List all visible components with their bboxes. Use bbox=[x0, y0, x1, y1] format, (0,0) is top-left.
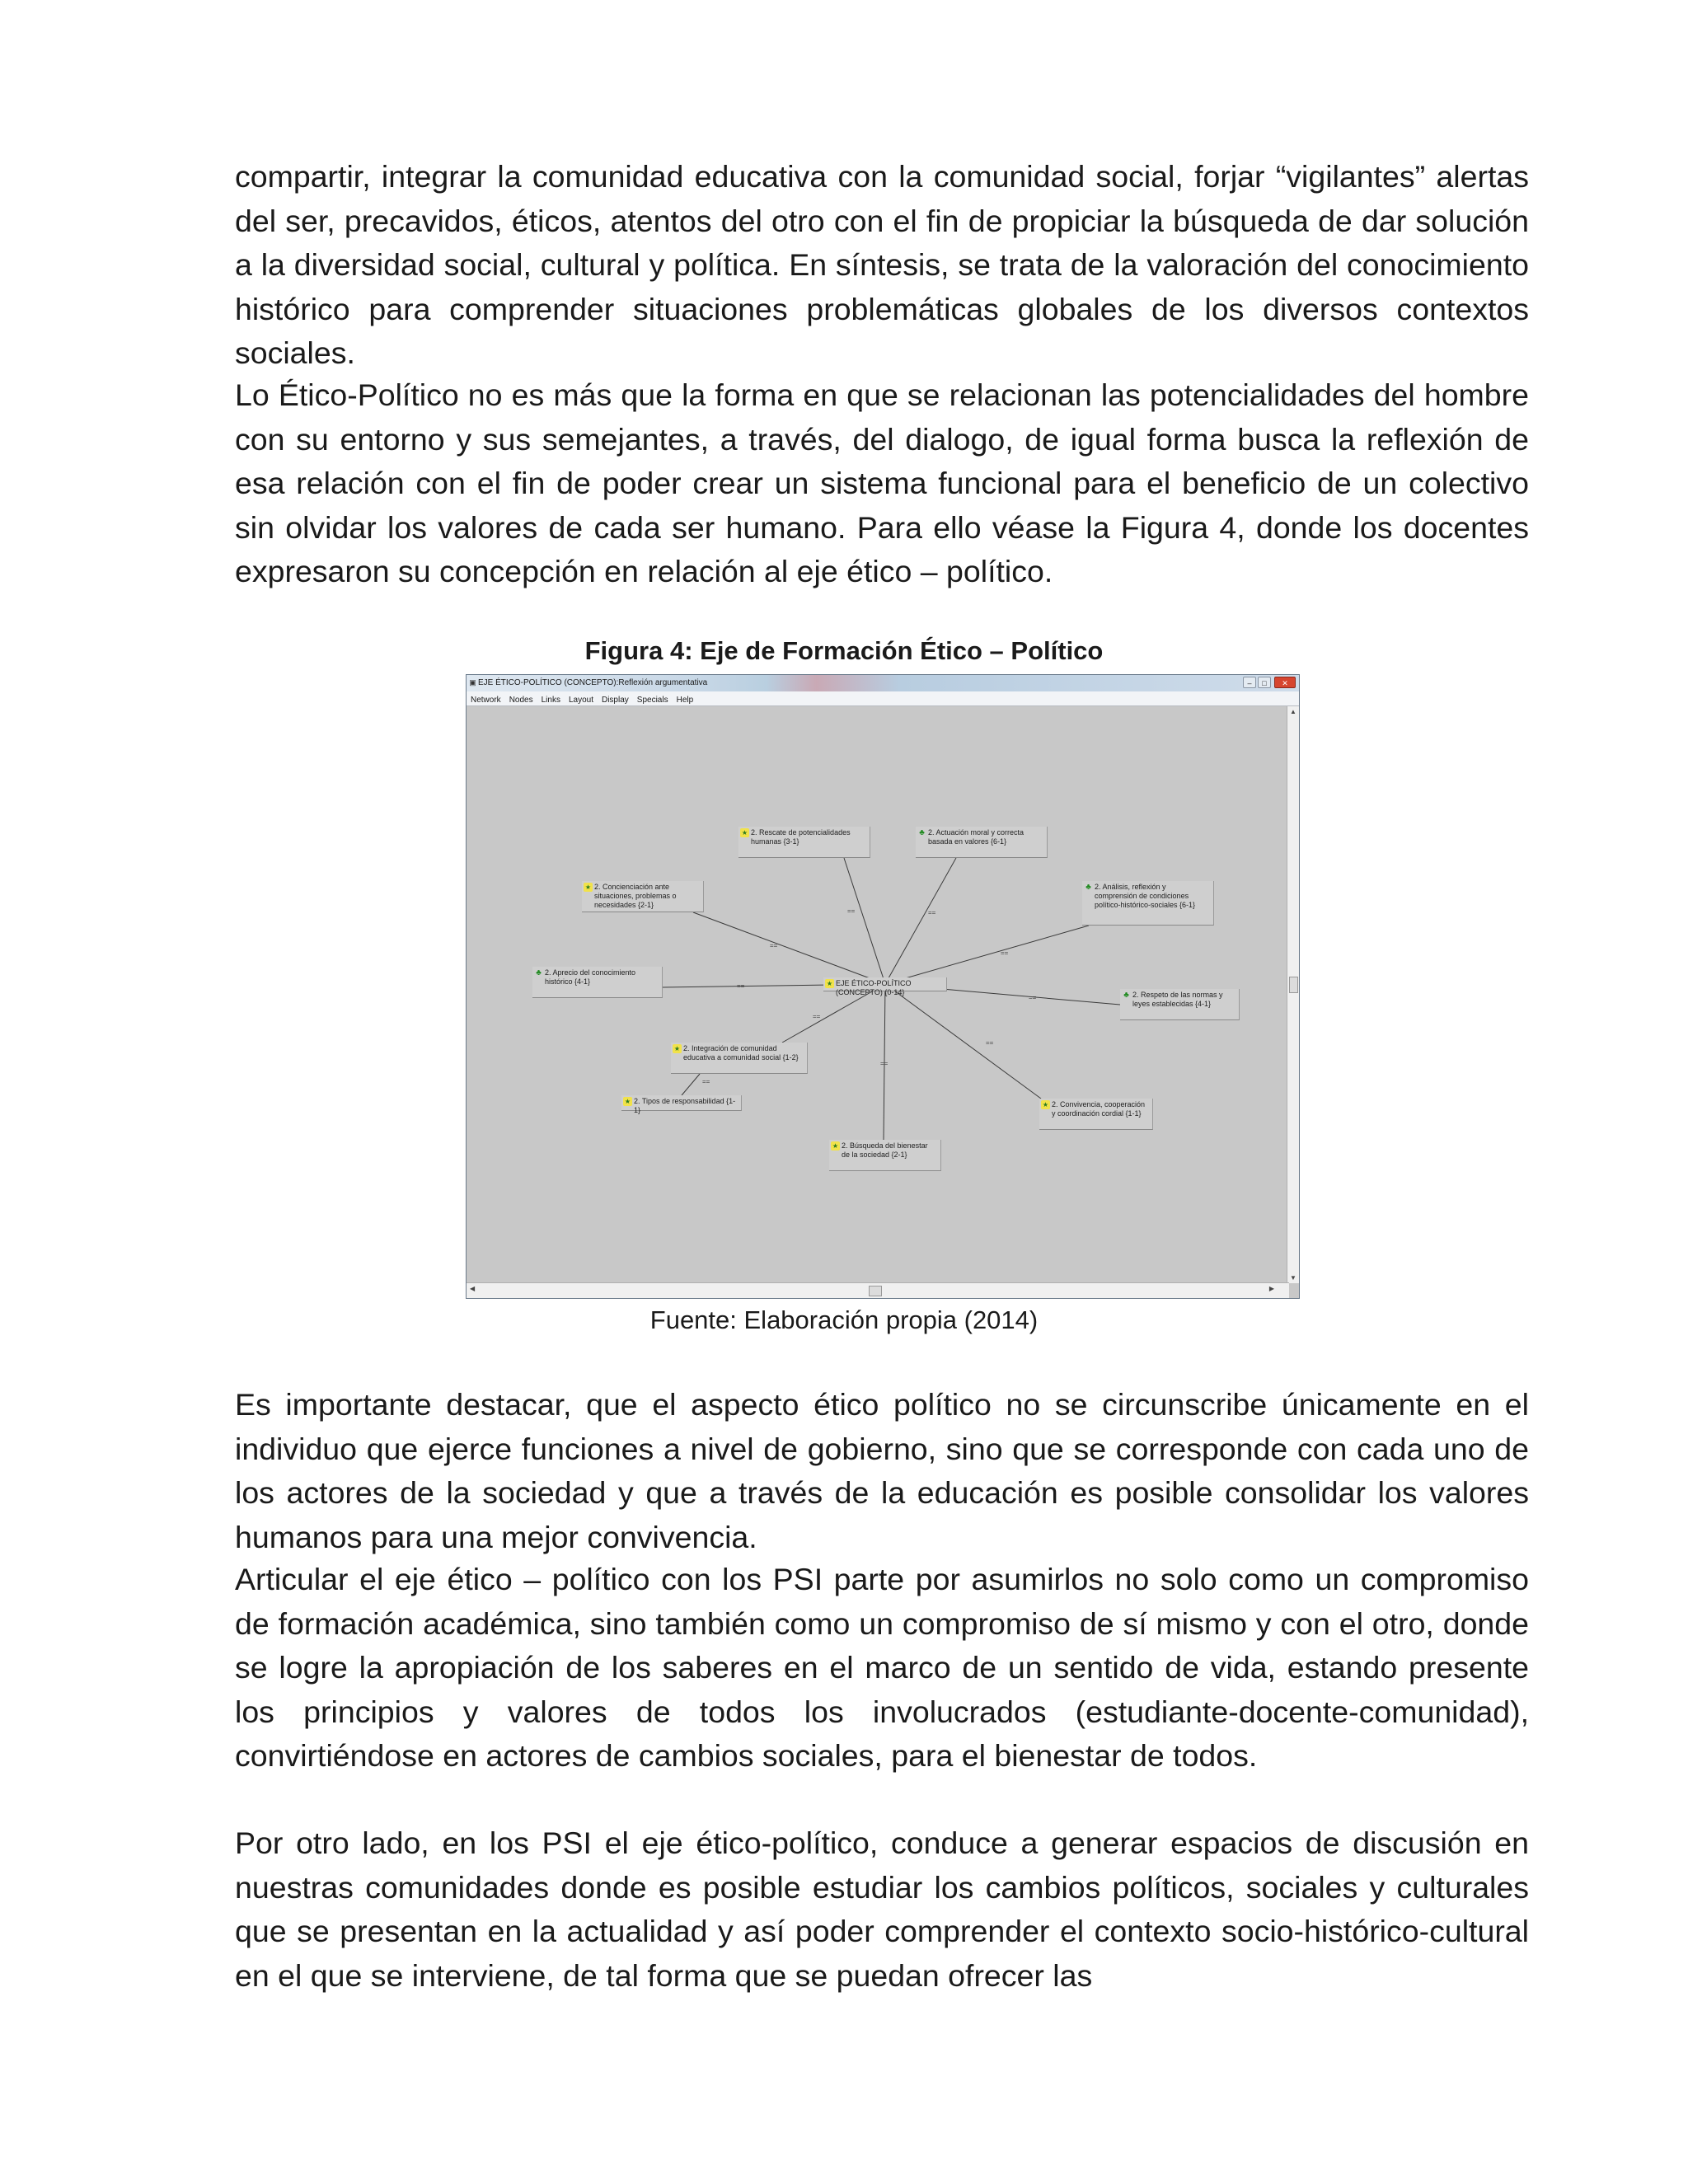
link-label-2: == bbox=[928, 909, 936, 916]
link-label-1: == bbox=[847, 907, 856, 915]
node-analisis[interactable] bbox=[1082, 881, 1214, 926]
paragraph-3: Es importante destacar, que el aspecto ético político no se circunscribe únicamente en el individuo que ejerce funciones a nivel de gobierno, sino que se corresponde con cada uno de los actores de la sociedad y que a través de la educación es posible consolidar los valores humanos para una mejor convivencia. bbox=[235, 1387, 1529, 1554]
node-convivencia[interactable] bbox=[1039, 1099, 1153, 1130]
link-10 bbox=[682, 1074, 700, 1095]
link-2 bbox=[885, 858, 956, 984]
scroll-up-icon[interactable]: ▲ bbox=[1290, 708, 1296, 715]
menu-specials[interactable]: Specials bbox=[636, 696, 668, 705]
paragraph-5: Por otro lado, en los PSI el eje ético-político, conduce a generar espacios de discusión en nuestras comunidades donde es posible estudiar los cambios políticos, sociales y culturales que se presentan en la actualidad y así poder comprender el contexto socio-histórico-cultural en el que se interviene, de tal forma que se puedan ofrecer las bbox=[235, 1825, 1529, 1993]
tree-icon: ♣ bbox=[1085, 883, 1091, 892]
center-node-label: EJE ÉTICO-POLÍTICO (CONCEPTO) {0-14} bbox=[836, 979, 912, 996]
star-icon: ★ bbox=[1042, 1101, 1049, 1108]
scroll-down-icon[interactable]: ▼ bbox=[1290, 1274, 1296, 1282]
node-label: 2. Concienciación ante situaciones, problemas o necesidades {2-1} bbox=[594, 883, 677, 909]
menu-bar bbox=[467, 691, 1299, 706]
link-1 bbox=[844, 858, 885, 984]
node-label: 2. Aprecio del conocimiento histórico {4-1} bbox=[545, 968, 636, 986]
network-view-window bbox=[466, 674, 1300, 1299]
node-label: 2. Análisis, reflexión y comprensión de condiciones político-histórico-sociales {6-1} bbox=[1095, 883, 1196, 909]
menu-links[interactable]: Links bbox=[541, 696, 560, 705]
node-respeto[interactable] bbox=[1120, 989, 1240, 1020]
node-label: 2. Búsqueda del bienestar de la sociedad {2-1} bbox=[842, 1141, 928, 1159]
node-label: 2. Convivencia, cooperación y coordinación cordial {1-1} bbox=[1052, 1100, 1146, 1118]
star-icon: ★ bbox=[673, 1045, 681, 1052]
horizontal-scrollbar[interactable] bbox=[467, 1282, 1289, 1298]
link-label-10: == bbox=[702, 1078, 710, 1085]
star-icon: ★ bbox=[624, 1098, 631, 1105]
node-integracion[interactable] bbox=[671, 1043, 808, 1074]
link-3 bbox=[693, 912, 885, 984]
node-aprecio[interactable] bbox=[532, 967, 663, 998]
menu-nodes[interactable]: Nodes bbox=[509, 696, 533, 705]
scroll-left-icon[interactable]: ◀ bbox=[470, 1285, 476, 1292]
menu-layout[interactable]: Layout bbox=[568, 696, 593, 705]
scroll-right-icon[interactable]: ▶ bbox=[1268, 1285, 1274, 1292]
star-icon: ★ bbox=[832, 1142, 839, 1150]
node-concienciacion[interactable] bbox=[582, 881, 704, 912]
node-tipos[interactable] bbox=[621, 1095, 742, 1114]
node-label: 2. Tipos de responsabilidad {1-1} bbox=[634, 1097, 736, 1114]
vertical-scrollbar[interactable] bbox=[1287, 706, 1299, 1283]
center-node[interactable] bbox=[823, 977, 947, 996]
node-rescate[interactable] bbox=[738, 827, 870, 858]
node-label: 2. Respeto de las normas y leyes establecidas {4-1} bbox=[1132, 991, 1223, 1008]
menu-help[interactable]: Help bbox=[676, 696, 694, 705]
link-label-5: == bbox=[737, 982, 745, 990]
link-label-9: == bbox=[986, 1039, 994, 1047]
link-label-3: == bbox=[770, 942, 778, 949]
link-label-6: == bbox=[1029, 994, 1037, 1001]
figure-title: Figura 4: Eje de Formación Ético – Político bbox=[584, 636, 1104, 665]
paragraph-1: compartir, integrar la comunidad educativa con la comunidad social, forjar “vigilantes” alertas del ser, precavidos, éticos, atentos del otro con el fin de propiciar la búsqueda de dar solución a la diversidad social, cultural y política. En síntesis, se trata de la valoración del conocimiento histórico para comprender situaciones problemáticas globales de los diversos contextos sociales. bbox=[235, 159, 1529, 370]
paragraph-4: Articular el eje ético – político con los PSI parte por asumirlos no solo como un compromiso de formación académica, sino también como un compromiso de sí mismo y con el otro, donde se logre la apropiación de los saberes en el marco de un sentido de vida, estando presente los principios y valores de todos los involucrados (estudiante-docente-comunidad), convirtiéndose en actores de cambios sociales, para el bienestar de todos. bbox=[235, 1562, 1529, 1773]
node-label: 2. Integración de comunidad educativa a comunidad social {1-2} bbox=[683, 1044, 799, 1062]
link-label-7: == bbox=[813, 1013, 821, 1020]
paragraph-2: Lo Ético-Político no es más que la forma en que se relacionan las potencialidades del hombre con su entorno y sus semejantes, a través, del dialogo, de igual forma busca la reflexión de esa relación con el fin de poder crear un sistema funcional para el beneficio de un colectivo sin olvidar los valores de cada ser humano. Para ello véase la Figura 4, donde los docentes expresaron su concepción en relación al eje ético – político. bbox=[235, 377, 1529, 588]
star-icon: ★ bbox=[584, 883, 592, 891]
minimize-icon[interactable]: – bbox=[1243, 677, 1256, 688]
link-label-4: == bbox=[1001, 949, 1009, 957]
window-title-bar[interactable] bbox=[467, 675, 1299, 691]
link-9 bbox=[885, 984, 1041, 1099]
node-busqueda[interactable] bbox=[829, 1140, 941, 1171]
network-canvas[interactable] bbox=[467, 706, 1286, 1283]
window-title: EJE ÉTICO-POLÍTICO (CONCEPTO):Reflexión argumentativa bbox=[478, 678, 708, 687]
node-actuacion-moral[interactable] bbox=[916, 827, 1048, 858]
node-label: 2. Rescate de potencialidades humanas {3-1} bbox=[751, 828, 851, 846]
tree-icon: ♣ bbox=[536, 968, 542, 977]
link-4 bbox=[885, 926, 1089, 984]
node-label: 2. Actuación moral y correcta basada en valores {6-1} bbox=[928, 828, 1025, 846]
tree-icon: ♣ bbox=[919, 828, 925, 837]
figure-source: Fuente: Elaboración propia (2014) bbox=[649, 1305, 1039, 1334]
star-icon: ★ bbox=[826, 980, 833, 987]
app-icon: ▣ bbox=[469, 678, 476, 687]
star-icon: ★ bbox=[741, 829, 748, 837]
tree-icon: ♣ bbox=[1123, 991, 1129, 1000]
menu-display[interactable]: Display bbox=[601, 696, 629, 705]
close-icon[interactable]: ✕ bbox=[1274, 677, 1296, 688]
link-label-8: == bbox=[880, 1060, 889, 1067]
menu-network[interactable]: Network bbox=[471, 696, 501, 705]
horizontal-scroll-thumb[interactable] bbox=[869, 1286, 882, 1296]
vertical-scroll-thumb[interactable] bbox=[1289, 977, 1298, 993]
maximize-icon[interactable]: □ bbox=[1258, 677, 1271, 688]
